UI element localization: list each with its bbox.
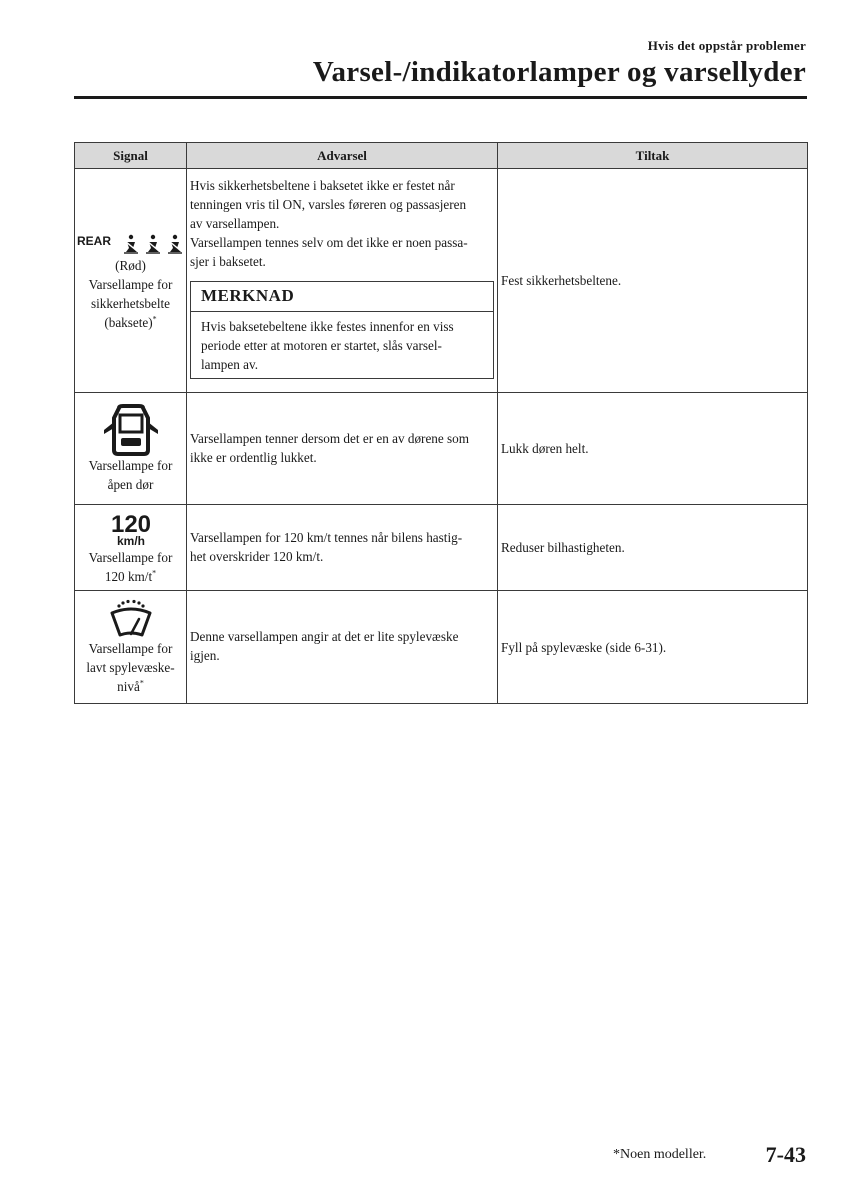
signal-line: nivå* [117, 678, 144, 694]
note-line: lampen av. [201, 357, 258, 372]
warning-line: Varsellampen tennes selv om det ikke er noen passa- [190, 235, 468, 250]
speed-120-unit: km/h [116, 533, 145, 548]
footnote-marker: * [139, 678, 144, 688]
action-cell: Reduser bilhastigheten. [498, 505, 808, 591]
page-title: Varsel-/indikatorlamper og varsellyder [312, 56, 806, 88]
section-label: Hvis det oppstår problemer [647, 38, 806, 53]
signal-line: (Rød) [115, 257, 146, 273]
note-line: Hvis baksetebeltene ikke festes innenfor en viss [201, 319, 454, 334]
signal-line: lavt spylevæske- [86, 659, 175, 675]
speed-120-icon [106, 510, 156, 548]
warning-cell [187, 505, 498, 591]
signal-line: sikkerhetsbelte [90, 295, 171, 311]
table-row [75, 393, 808, 505]
warning-line: tenningen vris til ON, varsles føreren og passasjeren [190, 197, 467, 212]
table-header-row [75, 143, 808, 169]
warning-cell [187, 169, 498, 393]
warning-line: igjen. [190, 648, 220, 663]
warning-cell [187, 591, 498, 704]
warning-line: sjer i baksetet. [190, 254, 266, 269]
note-box [190, 281, 494, 379]
signal-line: (baksete)* [104, 314, 157, 330]
warning-line: ikke er ordentlig lukket. [190, 449, 317, 465]
table-row [75, 505, 808, 591]
signal-line: åpen dør [107, 476, 154, 492]
note-line: periode etter at motoren er startet, slås varsel- [201, 338, 442, 353]
action-cell: Fyll på spylevæske (side 6-31). [498, 591, 808, 704]
footnote-marker: * [152, 568, 157, 578]
table-row [75, 169, 808, 393]
warning-line: Varsellampen tenner dersom det er en av dørene som [190, 430, 470, 446]
door-open-icon [101, 404, 161, 456]
warning-line: Varsellampen for 120 km/t tennes når bilens hastig- [190, 529, 463, 545]
title-rule [74, 96, 807, 99]
warning-cell [187, 393, 498, 505]
warning-line: av varsellampen. [190, 216, 280, 231]
signal-line: Varsellampe for [88, 276, 173, 292]
rear-seatbelt-warning-icon [77, 230, 187, 256]
signal-cell [75, 393, 187, 505]
footnote: *Noen modeller. [613, 1147, 707, 1162]
note-title: MERKNAD [191, 282, 493, 312]
signal-line: Varsellampe for [88, 457, 173, 473]
warning-line: Denne varsellampen angir at det er lite spylevæske [190, 629, 459, 644]
column-header-tiltak: Tiltak [498, 143, 808, 169]
rear-label: REAR [77, 233, 112, 248]
signal-line: 120 km/t* [104, 568, 157, 584]
signal-cell [75, 505, 187, 591]
column-header-advarsel: Advarsel [187, 143, 498, 169]
page-number: 7-43 [765, 1142, 806, 1167]
action-cell: Fest sikkerhetsbeltene. [498, 169, 808, 393]
footnote-marker: * [152, 314, 157, 324]
signal-line: Varsellampe for [88, 640, 173, 656]
note-body [191, 312, 493, 378]
column-header-signal: Signal [75, 143, 187, 169]
table-row [75, 591, 808, 704]
washer-fluid-icon [108, 599, 154, 639]
signal-cell [75, 169, 187, 393]
warning-line: Hvis sikkerhetsbeltene i baksetet ikke er festet når [190, 178, 455, 193]
speed-120-number: 120 [110, 510, 151, 538]
signal-line: Varsellampe for [88, 549, 173, 565]
signal-cell [75, 591, 187, 704]
warning-line: het overskrider 120 km/t. [190, 548, 324, 564]
warning-table [74, 142, 808, 704]
action-cell: Lukk døren helt. [498, 393, 808, 505]
